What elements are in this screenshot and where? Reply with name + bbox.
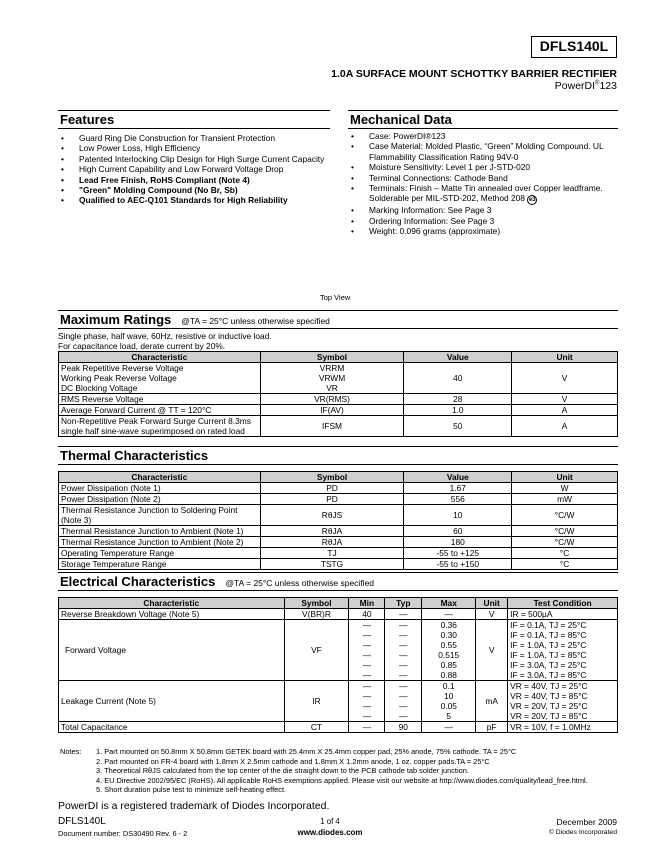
max-line: 0.55 <box>440 640 457 650</box>
typ-cell <box>385 681 422 722</box>
cond-line: IF = 0.1A, TJ = 85°C <box>510 630 587 640</box>
document-number: Document number: DS30490 Rev. 6 - 2 <box>58 829 188 838</box>
max-cell <box>422 681 476 722</box>
unit-cell: °C <box>512 548 618 559</box>
min-line: — <box>362 660 372 670</box>
symbol-cell: VR(RMS) <box>260 394 404 405</box>
electrical-title: Electrical Characteristics <box>60 574 216 589</box>
mechanical-item: • Weight: 0.096 grams (approximate) <box>348 226 623 236</box>
table-row <box>59 559 618 570</box>
value-cell: 1.0 <box>404 405 512 416</box>
col-header: Symbol <box>260 472 404 483</box>
char-line: Non-Repetitive Peak Forward Surge Current 8.3ms <box>61 416 251 426</box>
symbol-line: VR <box>326 383 338 393</box>
max-ratings-description <box>58 331 272 351</box>
col-header: Unit <box>512 352 618 363</box>
condition-cell <box>508 620 618 681</box>
table-row <box>59 505 618 526</box>
min-line: — <box>362 691 372 701</box>
col-header: Characteristic <box>59 598 285 609</box>
value-cell: 180 <box>404 537 512 548</box>
trademark-text: PowerDI is a registered trademark of Diodes Incorporated. <box>58 800 330 812</box>
char-cell: Forward Voltage <box>59 620 285 681</box>
char-cell: Total Capacitance <box>59 722 285 733</box>
char-cell: Power Dissipation (Note 1) <box>59 483 261 494</box>
min-line: — <box>362 650 372 660</box>
char-cell: Thermal Resistance Junction to Soldering Point (Note 3) <box>59 505 261 526</box>
terminals-text: Terminals: Finish – Matte Tin annealed over Copper leadframe. Solderable per MIL-STD-202, Method 208 <box>369 183 603 204</box>
symbol-cell: RθJA <box>260 537 404 548</box>
typ-line: — <box>399 620 408 630</box>
cond-line: IF = 3.0A, TJ = 85°C <box>510 670 587 680</box>
feature-item: • "Green" Molding Compound (No Br, Sb) <box>58 185 330 195</box>
table-row <box>59 405 618 416</box>
max-line: 0.1 <box>442 681 455 691</box>
max-line: 5 <box>446 711 452 721</box>
feature-item: • Qualified to AEC-Q101 Standards for High Reliability <box>58 195 330 205</box>
mechanical-item: • Terminal Connections: Cathode Band <box>348 173 623 183</box>
typ-cell: 90 <box>385 722 422 733</box>
note-item: 1. Part mounted on 50.8mm X 50.8mm GETEK board with 25.4mm X 25.4mm copper pad, 25% anode, 75% cathode. TA = 25°C <box>96 747 517 756</box>
typ-line: — <box>399 670 408 680</box>
min-cell <box>349 681 385 722</box>
col-header: Test Condition <box>508 598 618 609</box>
min-line: — <box>362 620 372 630</box>
cond-line: VR = 40V, TJ = 25°C <box>510 681 588 691</box>
symbol-cell: PD <box>260 483 404 494</box>
char-cell: Storage Temperature Range <box>59 559 261 570</box>
unit-cell: mA <box>476 681 508 722</box>
typ-line: — <box>399 630 408 640</box>
symbol-line: VRRM <box>319 363 345 373</box>
unit-cell: W <box>512 483 618 494</box>
note-item: 5. Short duration pulse test to minimize self-heating effect. <box>96 785 287 795</box>
cond-line: IF = 0.1A, TJ = 25°C <box>510 620 587 630</box>
col-header: Max <box>422 598 476 609</box>
value-cell: 50 <box>404 416 512 437</box>
note-item: 3. Theoretical RθJS calculated from the top center of the die straight down to the PCB cathode tab solder junction. <box>96 766 469 776</box>
min-line: — <box>362 711 372 721</box>
page-number: 1 of 4 <box>320 817 340 826</box>
value-cell: -55 to +150 <box>404 559 512 570</box>
features-list <box>58 133 330 206</box>
website-link[interactable]: www.diodes.com <box>297 828 363 837</box>
max-line: 0.30 <box>440 630 457 640</box>
table-row <box>59 483 618 494</box>
char-cell <box>59 363 261 394</box>
col-header: Unit <box>476 598 508 609</box>
document-date: December 2009 <box>556 817 617 827</box>
typ-line: — <box>399 660 408 670</box>
value-cell: 60 <box>404 526 512 537</box>
unit-cell: V <box>476 620 508 681</box>
table-row <box>59 537 618 548</box>
typ-line: — <box>399 640 408 650</box>
features-heading: Features <box>58 110 330 129</box>
unit-cell: °C/W <box>512 537 618 548</box>
mechanical-item: • Case: PowerDI®123 <box>348 131 623 141</box>
min-line: — <box>362 681 372 691</box>
cond-line: IF = 3.0A, TJ = 25°C <box>510 660 587 670</box>
electrical-condition: @TA = 25°C unless otherwise specified <box>225 578 375 588</box>
feature-item: • High Current Capability and Low Forward Voltage Drop <box>58 164 330 174</box>
max-line: 0.515 <box>438 650 460 660</box>
max-line: 0.88 <box>440 670 457 680</box>
note-item: 2. Part mounted on FR-4 board with 1.8mm X 2.5mm cathode and 1.8mm X 1.2mm anode, 1 oz. copper pads.TA = 25°C <box>96 756 490 766</box>
unit-cell: °C/W <box>512 505 618 526</box>
symbol-cell: IFSM <box>260 416 404 437</box>
table-row <box>59 609 618 620</box>
value-cell: 40 <box>404 363 512 394</box>
min-cell <box>349 620 385 681</box>
notes-label: Notes: <box>60 747 82 756</box>
desc-line: Single phase, half wave, 60Hz, resistive or inductive load. <box>58 331 272 341</box>
document-subtitle: 1.0A SURFACE MOUNT SCHOTTKY BARRIER RECTIFIER <box>331 68 617 80</box>
unit-cell: pF <box>476 722 508 733</box>
min-line: — <box>362 630 372 640</box>
table-row <box>59 548 618 559</box>
col-header: Symbol <box>260 352 404 363</box>
electrical-table <box>58 597 618 733</box>
table-header-row <box>59 352 618 363</box>
min-line: — <box>362 640 372 650</box>
symbol-cell: TJ <box>260 548 404 559</box>
col-header: Symbol <box>284 598 349 609</box>
char-cell: Operating Temperature Range <box>59 548 261 559</box>
unit-cell: V <box>512 363 618 394</box>
feature-item: • Patented Interlocking Clip Design for High Surge Current Capacity <box>58 154 330 164</box>
table-header-row <box>59 472 618 483</box>
symbol-cell: CT <box>284 722 349 733</box>
table-row <box>59 494 618 505</box>
max-cell: — <box>422 609 476 620</box>
symbol-cell: RθJS <box>260 505 404 526</box>
min-line: — <box>362 670 372 680</box>
max-ratings-title: Maximum Ratings <box>60 312 172 327</box>
symbol-cell: RθJA <box>260 526 404 537</box>
notes-list <box>96 747 626 795</box>
max-line: 10 <box>444 691 454 701</box>
condition-cell: VR = 10V, f = 1.0MHz <box>508 722 618 733</box>
part-number-box: DFLS140L <box>531 36 617 58</box>
char-cell <box>59 416 261 437</box>
max-cell: — <box>422 722 476 733</box>
symbol-cell <box>260 363 404 394</box>
table-header-row <box>59 598 618 609</box>
mechanical-list <box>348 131 623 237</box>
col-header: Characteristic <box>59 352 261 363</box>
col-header: Characteristic <box>59 472 261 483</box>
mechanical-item: • Case Material: Molded Plastic, “Green” Molding Compound. UL Flammability Classification Rating 94V-0 <box>348 141 623 162</box>
typ-cell: — <box>385 609 422 620</box>
char-cell: Average Forward Current @ TT = 120°C <box>59 405 261 416</box>
typ-line: — <box>399 701 408 711</box>
col-header: Min <box>349 598 385 609</box>
symbol-cell: PD <box>260 494 404 505</box>
cond-line: VR = 20V, TJ = 85°C <box>510 711 588 721</box>
char-line: Working Peak Reverse Voltage <box>61 373 177 383</box>
unit-cell: A <box>512 416 618 437</box>
col-header: Value <box>404 352 512 363</box>
symbol-line: VRWM <box>318 373 346 383</box>
char-cell: Thermal Resistance Junction to Ambient (Note 1) <box>59 526 261 537</box>
typ-line: — <box>399 691 408 701</box>
top-view-label: Top View <box>320 293 351 302</box>
unit-cell: V <box>512 394 618 405</box>
symbol-cell: IR <box>284 681 349 722</box>
typ-line: — <box>399 650 408 660</box>
cond-line: VR = 40V, TJ = 85°C <box>510 691 588 701</box>
max-ratings-condition: @TA = 25°C unless otherwise specified <box>181 316 330 326</box>
feature-item: • Low Power Loss, High Efficiency <box>58 143 330 153</box>
cond-line: IF = 1.0A, TJ = 25°C <box>510 640 587 650</box>
symbol-cell: V(BR)R <box>284 609 349 620</box>
col-header: Typ <box>385 598 422 609</box>
table-row <box>59 526 618 537</box>
note-item: 4. EU Directive 2002/95/EC (RoHS). All applicable RoHS exemptions applied. Please visit our website at http://www.diodes.com/quality/lead_free.html. <box>96 775 588 785</box>
mechanical-item: • Marking Information: See Page 3 <box>348 205 623 215</box>
mechanical-heading: Mechanical Data <box>348 110 618 129</box>
electrical-heading <box>58 572 618 591</box>
package-name: PowerDI®123 <box>554 80 617 92</box>
char-cell: Leakage Current (Note 5) <box>59 681 285 722</box>
value-cell: 10 <box>404 505 512 526</box>
value-cell: 1.67 <box>404 483 512 494</box>
col-header: Value <box>404 472 512 483</box>
symbol-cell: VF <box>284 620 349 681</box>
table-row <box>59 394 618 405</box>
unit-cell: V <box>476 609 508 620</box>
unit-cell: °C/W <box>512 526 618 537</box>
max-line: 0.36 <box>440 620 457 630</box>
char-cell: Reverse Breakdown Voltage (Note 5) <box>59 609 285 620</box>
copyright-text: © Diodes Incorporated <box>548 829 617 836</box>
mechanical-item: • Ordering Information: See Page 3 <box>348 216 623 226</box>
value-cell: 28 <box>404 394 512 405</box>
feature-item: • Lead Free Finish, RoHS Compliant (Note 4) <box>58 175 330 185</box>
max-ratings-heading <box>58 310 618 329</box>
table-row <box>59 620 618 681</box>
symbol-cell: IF(AV) <box>260 405 404 416</box>
cond-line: IF = 1.0A, TJ = 85°C <box>510 650 587 660</box>
typ-line: — <box>399 681 408 691</box>
min-cell: 40 <box>349 609 385 620</box>
max-line: 0.05 <box>440 701 457 711</box>
cond-line: VR = 20V, TJ = 25°C <box>510 701 588 711</box>
table-row <box>59 722 618 733</box>
unit-cell: A <box>512 405 618 416</box>
col-header: Unit <box>512 472 618 483</box>
char-cell: RMS Reverse Voltage <box>59 394 261 405</box>
max-line: 0.85 <box>440 660 457 670</box>
char-cell: Power Dissipation (Note 2) <box>59 494 261 505</box>
table-row <box>59 363 618 394</box>
symbol-cell: TSTG <box>260 559 404 570</box>
max-ratings-table <box>58 351 618 437</box>
unit-cell: °C <box>512 559 618 570</box>
typ-cell <box>385 620 422 681</box>
min-cell: — <box>349 722 385 733</box>
value-cell: 556 <box>404 494 512 505</box>
mechanical-item <box>348 183 623 205</box>
desc-line: For capacitance load, derate current by 20%. <box>58 341 226 351</box>
unit-cell: mW <box>512 494 618 505</box>
min-line: — <box>362 701 372 711</box>
char-cell: Thermal Resistance Junction to Ambient (Note 2) <box>59 537 261 548</box>
table-row <box>59 416 618 437</box>
table-row <box>59 681 618 722</box>
char-line: Peak Repetitive Reverse Voltage <box>61 363 184 373</box>
char-line: single half sine-wave superimposed on rated load <box>61 426 245 436</box>
value-cell: -55 to +125 <box>404 548 512 559</box>
thermal-table <box>58 471 618 570</box>
footer-part-number: DFLS140L <box>58 816 106 827</box>
condition-cell <box>508 681 618 722</box>
char-line: DC Blocking Voltage <box>61 383 138 393</box>
mechanical-item: • Moisture Sensitivity: Level 1 per J-STD-020 <box>348 162 623 172</box>
feature-item: • Guard Ring Die Construction for Transient Protection <box>58 133 330 143</box>
e3-lead-free-icon: e3 <box>528 197 536 204</box>
condition-cell: IR = 500μA <box>508 609 618 620</box>
typ-line: — <box>399 711 408 721</box>
max-cell <box>422 620 476 681</box>
thermal-heading: Thermal Characteristics <box>58 446 618 465</box>
